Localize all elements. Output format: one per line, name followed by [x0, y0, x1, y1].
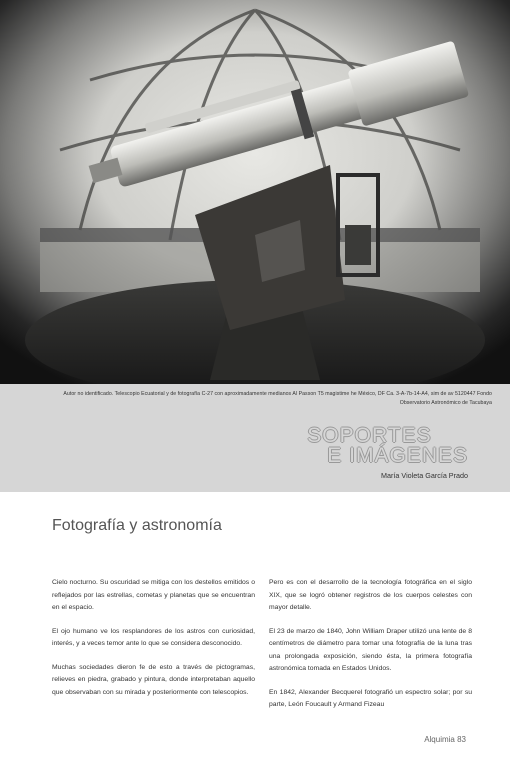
page-folio: Alquimia 83 — [424, 735, 466, 744]
section-title-line2: E IMÁGENES — [327, 444, 468, 467]
text-column-right — [269, 577, 472, 723]
paragraph: Pero es con el desarrollo de la tecnología fotográfica en el siglo XIX, que se logró obtener registros de los cuerpos celestes con mayor detalle. — [269, 579, 472, 611]
article-author: María Violeta García Prado — [381, 471, 468, 480]
text-column-left — [52, 577, 255, 710]
article-title: Fotografía y astronomía — [52, 517, 222, 534]
paragraph: Muchas sociedades dieron fe de esto a través de pictogramas, relieves en piedra, grabado y pintura, donde interpretaban aquello que observaban con su mirada y posteriormente con telescopios. — [52, 663, 255, 696]
telescope-photo-image — [0, 0, 510, 384]
photo-caption: Autor no identificado. Telescopio Ecuatorial y de fotografía C-27 con aproximadamente medianos Al Passon T5 magistime he México, DF Ca. 3-A-7b-14-A4, sim de av 5120447 Fondo Observatorio Astronómico de Tacubaya — [63, 391, 492, 406]
telescope-photo — [0, 0, 510, 384]
section-title — [307, 426, 468, 466]
paragraph: El ojo humano ve los resplandores de los astros con curiosidad, interés, y a veces temor ante lo que se considera desconocido. — [52, 627, 255, 647]
section-title-line1: SOPORTES — [307, 424, 432, 447]
paragraph: Cielo nocturno. Su oscuridad se mitiga con los destellos emitidos o reflejados por las estrellas, cometas y planetas que se encuentran en el espacio. — [52, 579, 255, 611]
caption-band — [0, 384, 510, 492]
paragraph: El 23 de marzo de 1840, John William Draper utilizó una lente de 8 centímetros de diámetro para tomar una fotografía de la luna tras una prolongada exposición, siendo ésta, la primera fotografía astronómica tomada en Estados Unidos. — [269, 627, 472, 672]
paragraph: En 1842, Alexander Becquerel fotografió un espectro solar; por su parte, León Foucault y Armand Fizeau — [269, 688, 472, 708]
